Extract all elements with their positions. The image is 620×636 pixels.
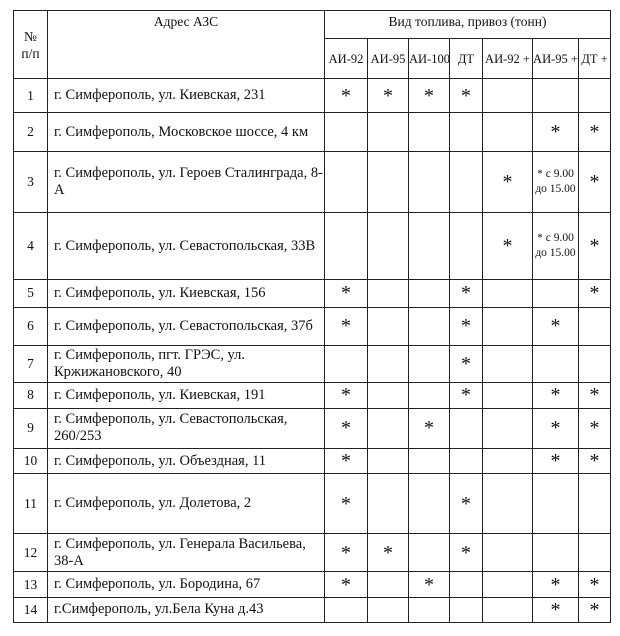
fuel-cell [579,79,611,113]
table-row [14,474,611,534]
fuel-cell [368,151,409,213]
fuel-cell [533,345,579,382]
fuel-cell [409,213,450,280]
fuel-cell [450,113,483,151]
fuel-cell: * [450,307,483,345]
table-row [14,113,611,151]
row-number: 4 [14,213,48,280]
fuel-cell: * [533,307,579,345]
station-address: г. Симферополь, Московское шоссе, 4 км [48,113,325,151]
fuel-cell [368,213,409,280]
header-fuel-dt-plus: ДТ + [579,39,611,79]
fuel-cell: * [579,449,611,474]
station-address: г. Симферополь, ул. Севастопольская, 33В [48,213,325,280]
fuel-cell: * [325,533,368,571]
fuel-cell [409,345,450,382]
fuel-cell: * [579,113,611,151]
fuel-cell [483,474,533,534]
fuel-cell: * [325,408,368,448]
fuel-cell [450,449,483,474]
fuel-cell [368,572,409,597]
fuel-cell: * [450,280,483,307]
fuel-cell [450,213,483,280]
row-number: 2 [14,113,48,151]
table-row [14,408,611,448]
fuel-cell: * [450,383,483,408]
fuel-cell: * [368,79,409,113]
fuel-cell [483,280,533,307]
fuel-cell: * [325,572,368,597]
fuel-cell [483,408,533,448]
fuel-cell: * с 9.00 до 15.00 [533,213,579,280]
fuel-cell [579,533,611,571]
fuel-cell [325,213,368,280]
station-address: г. Симферополь, ул. Киевская, 191 [48,383,325,408]
fuel-cell: * [579,280,611,307]
header-fuel-ai92-plus: АИ-92 + [483,39,533,79]
station-address: г. Симферополь, ул. Долетова, 2 [48,474,325,534]
fuel-cell [368,307,409,345]
fuel-cell: * [533,383,579,408]
fuel-cell [483,113,533,151]
fuel-cell [579,474,611,534]
fuel-cell [409,449,450,474]
fuel-cell: * [325,383,368,408]
fuel-cell: * [409,408,450,448]
header-num: № п/п [14,11,48,79]
fuel-cell [409,307,450,345]
header-fuel-ai95: АИ-95 [368,39,409,79]
fuel-cell: * [579,572,611,597]
station-address: г. Симферополь, ул. Севастопольская, 260/253 [48,408,325,448]
fuel-cell: * [450,474,483,534]
fuel-cell [325,345,368,382]
fuel-cell [368,113,409,151]
fuel-cell: * [325,280,368,307]
fuel-cell: * [409,572,450,597]
fuel-cell [368,383,409,408]
row-number: 6 [14,307,48,345]
table-row [14,597,611,622]
fuel-cell [483,345,533,382]
station-address: г. Симферополь, ул. Объездная, 11 [48,449,325,474]
fuel-cell [533,474,579,534]
fuel-cell: * [579,408,611,448]
fuel-cell [368,345,409,382]
fuel-cell: * [533,597,579,622]
row-number: 12 [14,533,48,571]
table-row [14,345,611,382]
fuel-cell: * [579,597,611,622]
fuel-cell: * [533,572,579,597]
fuel-cell [533,280,579,307]
fuel-cell [533,533,579,571]
fuel-cell [483,572,533,597]
row-number: 7 [14,345,48,382]
fuel-cell: * [409,79,450,113]
fuel-cell: * [533,113,579,151]
fuel-cell [450,572,483,597]
table-row [14,572,611,597]
fuel-cell [483,449,533,474]
station-address: г. Симферополь, ул. Киевская, 156 [48,280,325,307]
fuel-cell [409,533,450,571]
fuel-cell: * [368,533,409,571]
row-number: 5 [14,280,48,307]
fuel-cell: * [325,307,368,345]
station-address: г. Симферополь, ул. Героев Сталинграда, 8-А [48,151,325,213]
fuel-cell [368,280,409,307]
station-address: г. Симферополь, ул. Севастопольская, 37б [48,307,325,345]
fuel-cell: * [483,213,533,280]
fuel-cell [409,280,450,307]
header-fuel-ai92: АИ-92 [325,39,368,79]
row-number: 1 [14,79,48,113]
fuel-cell: * [579,383,611,408]
fuel-stations-table [13,10,611,623]
fuel-cell: * [579,151,611,213]
table-body [14,79,611,623]
fuel-cell [579,345,611,382]
fuel-cell [368,474,409,534]
table-row [14,79,611,113]
row-number: 8 [14,383,48,408]
row-number: 9 [14,408,48,448]
header-fuel-ai95-plus: АИ-95 + [533,39,579,79]
fuel-cell [483,79,533,113]
station-address: г. Симферополь, ул. Киевская, 231 [48,79,325,113]
fuel-cell: * [450,79,483,113]
header-fuel-group: Вид топлива, привоз (тонн) [325,11,611,39]
fuel-cell [409,151,450,213]
table-row [14,151,611,213]
fuel-cell: * [325,449,368,474]
fuel-cell: * [533,408,579,448]
fuel-cell [483,597,533,622]
table-row [14,280,611,307]
fuel-cell [409,383,450,408]
fuel-cell [450,597,483,622]
row-number: 11 [14,474,48,534]
fuel-cell [368,449,409,474]
row-number: 14 [14,597,48,622]
fuel-cell [483,533,533,571]
fuel-cell [409,597,450,622]
fuel-cell: * [325,79,368,113]
fuel-cell [409,474,450,534]
table-row [14,213,611,280]
fuel-cell [368,408,409,448]
row-number: 3 [14,151,48,213]
fuel-cell [450,408,483,448]
fuel-cell: * [483,151,533,213]
header-fuel-dt: ДТ [450,39,483,79]
table-row [14,533,611,571]
fuel-cell [533,79,579,113]
fuel-cell [483,383,533,408]
fuel-cell: * с 9.00 до 15.00 [533,151,579,213]
station-address: г. Симферополь, пгт. ГРЭС, ул. Кржижановского, 40 [48,345,325,382]
station-address: г. Симферополь, ул. Генерала Васильева, 38-А [48,533,325,571]
station-address: г.Симферополь, ул.Бела Куна д.43 [48,597,325,622]
fuel-cell [483,307,533,345]
fuel-cell [450,151,483,213]
row-number: 10 [14,449,48,474]
table-row [14,383,611,408]
station-address: г. Симферополь, ул. Бородина, 67 [48,572,325,597]
fuel-cell [409,113,450,151]
table-row [14,307,611,345]
header-fuel-ai100: АИ-100 [409,39,450,79]
fuel-cell [368,597,409,622]
fuel-cell: * [450,533,483,571]
fuel-cell [579,307,611,345]
row-number: 13 [14,572,48,597]
fuel-cell: * [579,213,611,280]
header-address: Адрес АЗС [48,11,325,79]
fuel-cell [325,597,368,622]
fuel-cell [325,113,368,151]
fuel-cell [325,151,368,213]
fuel-cell: * [450,345,483,382]
fuel-cell: * [533,449,579,474]
table-row [14,449,611,474]
fuel-cell: * [325,474,368,534]
